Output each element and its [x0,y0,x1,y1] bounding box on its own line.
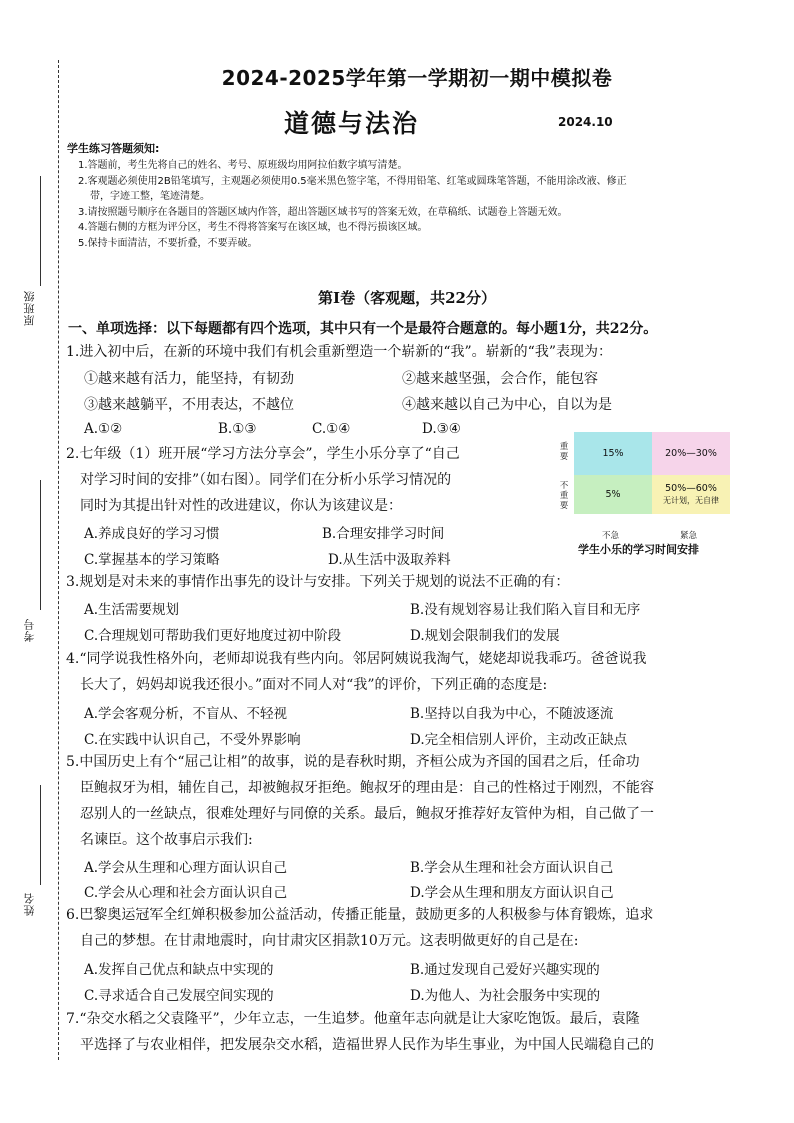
question-3-stem: 3.规划是对未来的事情作出事先的设计与安排。下列关于规划的说法不正确的有： [66,574,570,590]
subject-title: 道德与法治 [284,109,420,138]
question-6-line-2: 自己的梦想。在甘肃地震时，向甘肃灾区捐款10万元。这表明做更好的自己是在: [80,933,579,949]
study-time-matrix [574,432,730,514]
chart-caption: 学生小乐的学习时间安排 [578,543,699,556]
q4-option-c[interactable]: C.在实践中认识自己，不受外界影响 [84,732,301,748]
question-5-line-3: 忍别人的一丝缺点，很难处理好与同僚的关系。最后，鲍叔牙推荐好友管仲为相，自己做了一 [80,806,654,822]
chart-xlabel-urgent: 紧急 [680,531,698,541]
chart-xlabel-not-urgent: 不急 [602,531,620,541]
q1-option-a[interactable]: A.①② [84,421,123,437]
exam-title: 2024-2025学年第一学期初一期中模拟卷 [221,66,613,90]
cell-not-important-not-urgent: 5% [574,475,652,514]
q1-option-c[interactable]: C.①④ [312,421,351,437]
note-item: 3.请按照题号顺序在各题目的答题区域内作答，超出答题区域书写的答案无效，在草稿纸、试题卷上答题无效。 [78,206,568,218]
question-5-line-1: 5.中国历史上有个“屈己让相”的故事，说的是春秋时期，齐桓公成为齐国的国君之后，任命功 [66,754,640,770]
q1-statement-4: ④越来越以自己为中心，自以为是 [402,397,612,413]
q2-option-c[interactable]: C.掌握基本的学习策略 [84,552,220,568]
binding-dashed-line [58,60,59,1060]
cell-important-not-urgent: 15% [574,432,652,475]
q6-option-d[interactable]: D.为他人、为社会服务中实现的 [410,988,601,1004]
q1-statement-2: ②越来越坚强，会合作，能包容 [402,371,598,387]
q5-option-c[interactable]: C.学会从心理和社会方面认识自己 [84,885,288,901]
section-title: 第Ⅰ卷（客观题，共22分） [318,289,496,307]
question-5-line-4: 名谏臣。这个故事启示我们: [80,832,253,848]
exam-no-label: 考号 [23,618,36,642]
question-1-stem: 1.进入初中后，在新的环境中我们有机会重新塑造一个崭新的“我”。崭新的“我”表现为： [66,344,612,360]
question-7-line-2: 平选择了与农业相伴，把发展杂交水稻，造福世界人民作为毕生事业，为中国人民端稳自己的 [80,1037,654,1053]
cell-not-important-urgent-note: 无计划，无自律 [663,495,719,505]
q4-option-b[interactable]: B.坚持以自我为中心，不随波逐流 [410,706,614,722]
cell-not-important-urgent-value: 50%—60% [665,482,717,494]
q6-option-a[interactable]: A.发挥自己优点和缺点中实现的 [84,962,274,978]
cell-important-urgent: 20%—30% [652,432,730,475]
cell-not-important-urgent [652,475,730,514]
note-item: 带，字迹工整，笔迹清楚。 [90,191,210,202]
question-4-line-1: 4.“同学说我性格外向，老师却说我有些内向。邻居阿姨说我淘气，姥姥却说我乖巧。爸爸说我 [66,651,647,667]
question-2-line-3: 同时为其提出针对性的改进建议，你认为该建议是： [80,498,402,514]
q1-statement-3: ③越来越躺平，不用表达，不越位 [84,397,294,413]
q4-option-a[interactable]: A.学会客观分析，不盲从、不轻视 [84,706,288,722]
q5-option-a[interactable]: A.学会从生理和心理方面认识自己 [84,860,288,876]
q1-option-b[interactable]: B.①③ [218,421,257,437]
chart-ylabel-important: 重要 [559,442,569,462]
question-2-line-1: 2.七年级（1）班开展“学习方法分享会”，学生小乐分享了“自己 [66,446,460,462]
question-5-line-2: 臣鲍叔牙为相，辅佐自己，却被鲍叔牙拒绝。鲍叔牙的理由是：自己的性格过于刚烈，不能容 [80,780,654,796]
chart-ylabel-not-important: 不重要 [559,481,569,511]
q6-option-b[interactable]: B.通过发现自己爱好兴趣实现的 [410,962,600,978]
q5-option-b[interactable]: B.学会从生理和社会方面认识自己 [410,860,614,876]
q3-option-d[interactable]: D.规划会限制我们的发展 [410,628,560,644]
question-6-line-1: 6.巴黎奥运冠军全红婵积极参加公益活动，传播正能量，鼓励更多的人积极参与体育锻炼，追求 [66,907,654,923]
notes-heading: 学生练习答题须知: [67,142,160,155]
q6-option-c[interactable]: C.寻求适合自己发展空间实现的 [84,988,274,1004]
note-item: 1.答题前，考生先将自己的姓名、考号、原班级均用阿拉伯数字填写清楚。 [78,160,408,171]
q1-option-d[interactable]: D.③④ [422,421,461,437]
q1-statement-1: ①越来越有活力，能坚持，有韧劲 [84,371,294,387]
note-item: 2.客观题必须使用2B铅笔填写，主观题必须使用0.5毫米黑色签字笔，不得用铅笔、红笔或圆珠笔答题，不能用涂改液、修正 [78,175,627,187]
q3-option-a[interactable]: A.生活需要规划 [84,602,180,618]
q3-option-c[interactable]: C.合理规划可帮助我们更好地度过初中阶段 [84,628,342,644]
question-4-line-2: 长大了，妈妈却说我还很小。”面对不同人对“我”的评价，下列正确的态度是: [80,677,548,693]
exam-date: 2024.10 [558,115,613,129]
q4-option-d[interactable]: D.完全相信别人评价，主动改正缺点 [410,732,628,748]
name-label: 姓名 [23,892,36,916]
q3-option-b[interactable]: B.没有规划容易让我们陷入盲目和无序 [410,602,641,618]
note-item: 5.保持卡面清洁，不要折叠，不要弄破。 [78,237,258,249]
exam-no-write-line [40,480,41,610]
class-label: 原班级 [23,290,36,326]
note-item: 4.答题右侧的方框为评分区，考生不得将答案写在该区域，也不得污损该区域。 [78,222,428,233]
q2-option-a[interactable]: A.养成良好的学习习惯 [84,526,220,542]
class-write-line [40,176,41,286]
q2-option-b[interactable]: B.合理安排学习时间 [322,526,445,542]
notes-list [78,158,758,251]
question-2-line-2: 对学习时间的安排”（如右图）。同学们在分析小乐学习情况的 [80,472,452,488]
part-title: 一、单项选择：以下每题都有四个选项，其中只有一个是最符合题意的。每小题1分，共22分。 [68,321,658,337]
question-7-line-1: 7.“杂交水稻之父袁隆平”，少年立志，一生追梦。他童年志向就是让大家吃饱饭。最后，袁隆 [66,1011,640,1027]
q2-option-d[interactable]: D.从生活中汲取养料 [328,552,451,568]
q5-option-d[interactable]: D.学会从生理和朋友方面认识自己 [410,885,614,901]
name-write-line [40,785,41,885]
